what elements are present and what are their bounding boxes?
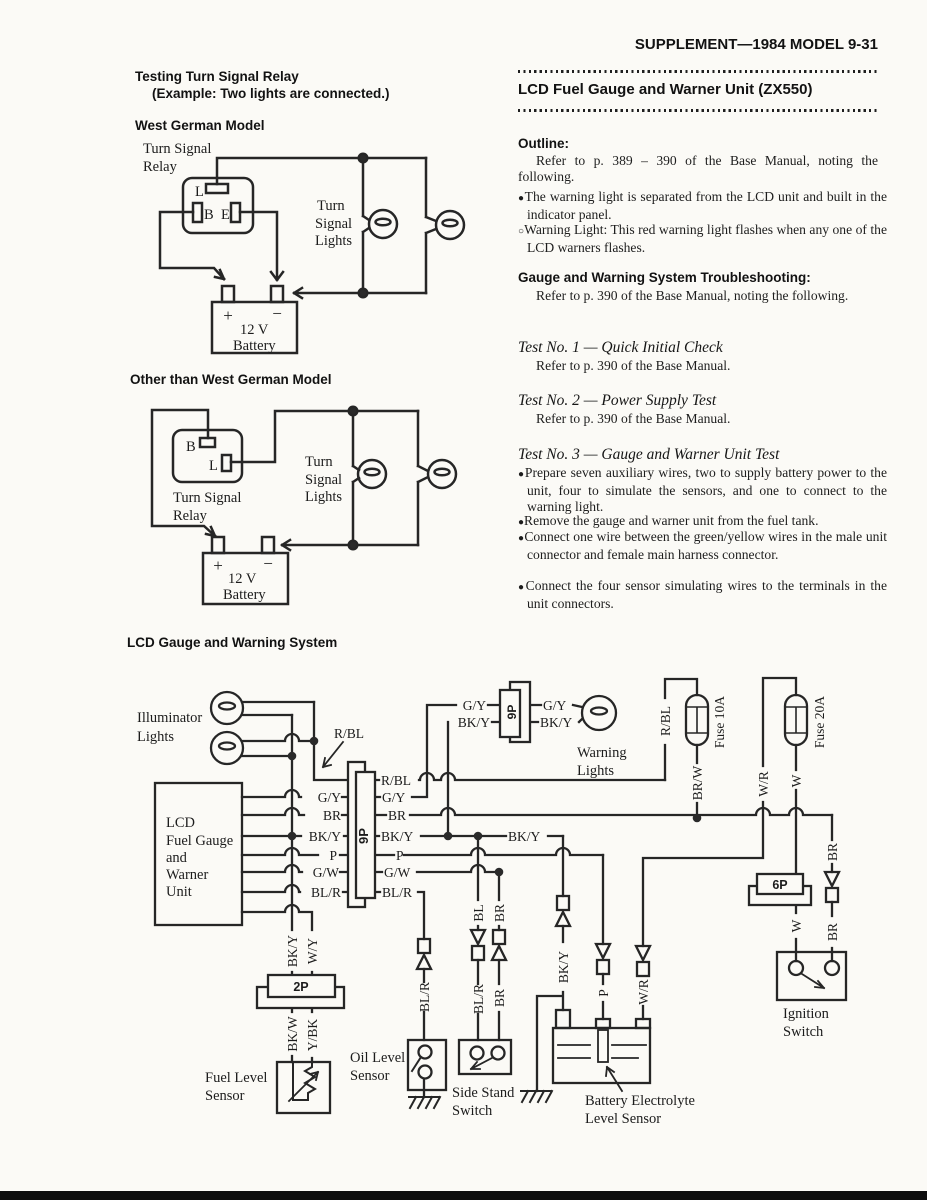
bullet-icon: ●: [518, 517, 525, 528]
section-title: LCD Fuel Gauge and Warner Unit (ZX550): [518, 81, 813, 98]
fuse-10a-label: Fuse 10A: [712, 695, 727, 749]
connector-arrow-icon: [471, 930, 485, 944]
oil-sensor-label-2: Sensor: [350, 1068, 390, 1084]
contact-icon: [419, 1066, 432, 1079]
test3-bullet-3-text: Connect one wire between the green/yellow wires in the male unit connector and female main harness connector.: [524, 529, 887, 562]
fuse-20a-label: Fuse 20A: [812, 695, 827, 749]
lights-label-2: Signal: [305, 472, 343, 488]
connector-square-icon: [418, 939, 430, 953]
battery-terminal: [596, 1019, 610, 1028]
troubleshooting-heading: Gauge and Warning System Troubleshooting:: [518, 270, 811, 285]
wire-label-gw: G/W: [312, 865, 339, 880]
9p-label: 9P: [356, 828, 371, 844]
rbl-callout-label: R/BL: [334, 726, 365, 741]
terminal-e: [231, 203, 240, 222]
terminal-l-label: L: [195, 184, 204, 200]
test2-heading: Test No. 2 — Power Supply Test: [518, 392, 717, 409]
lcd-label-1: LCD: [166, 815, 195, 831]
minus-label: −: [272, 304, 282, 323]
battery-sensor-label-2: Level Sensor: [585, 1111, 662, 1127]
fuel-sensor-label: Fuel Level: [205, 1070, 268, 1086]
connector-arrow-icon: [636, 946, 650, 960]
outline-paragraph: Refer to p. 389 – 390 of the Base Manual, noting the following.: [518, 153, 878, 184]
lcd-label-4: Warner: [166, 867, 209, 883]
connector-arrow-icon: [825, 872, 839, 886]
lcd-label-2: Fuel Gauge: [166, 833, 234, 849]
wire-label-bkw: BK/W: [285, 1016, 300, 1052]
contact-icon: [471, 1047, 484, 1060]
circle-bullet-icon: ○: [518, 226, 525, 237]
terminal-l: [206, 184, 228, 193]
lamp-filament-icon: [435, 469, 450, 476]
page-header: SUPPLEMENT—1984 MODEL 9-31: [634, 36, 878, 53]
battery-post-minus: [262, 537, 274, 553]
wire-label-blr: BL/R: [382, 885, 413, 900]
wire-label-w: W: [789, 774, 804, 788]
illuminator-label: Illuminator: [137, 710, 203, 726]
connector-square-icon: [493, 930, 505, 944]
ignition-box: [777, 952, 846, 1000]
ignition-label-2: Switch: [783, 1024, 824, 1040]
test3-bullet-4-text: Connect the four sensor simulating wires to the terminals in the unit connectors.: [525, 578, 887, 611]
wire-label-br: BR: [388, 808, 407, 823]
terminal-l-label: L: [209, 458, 218, 474]
test3-bullet-2-text: Remove the gauge and warner unit from the fuel tank.: [524, 513, 819, 528]
dotted-rule-top: [518, 70, 878, 73]
relay-label-2: Relay: [143, 159, 177, 175]
2p-label: 2P: [293, 980, 309, 994]
lcd-label-5: Unit: [166, 884, 192, 900]
relay-label: Turn Signal: [143, 141, 212, 157]
ground-icon: [521, 1091, 552, 1102]
lights-label-2: Signal: [315, 216, 353, 232]
wire-lamp2: [418, 411, 428, 545]
connector-square-icon: [826, 888, 838, 902]
junction-dot: [288, 752, 297, 761]
battery-callout-arrow: [606, 1067, 622, 1091]
oil-sensor-label: Oil Level: [350, 1050, 406, 1066]
warning-lights-label: Warning: [577, 745, 627, 761]
wire-label-blr: BL/R: [417, 981, 432, 1013]
wire-label-blr: BL/R: [310, 885, 341, 900]
wire-label-gy: G/Y: [382, 790, 406, 805]
fuel-sensor-label-2: Sensor: [205, 1088, 245, 1104]
junction-dot: [288, 832, 297, 841]
lcd-label-3: and: [166, 850, 187, 866]
bullet-icon: ●: [518, 533, 525, 544]
lamp-filament-icon: [591, 708, 607, 715]
lamp-icon: [436, 211, 464, 239]
battery-voltage-label: 12 V: [228, 571, 257, 587]
battery-post-minus: [271, 286, 283, 302]
6p-label: 6P: [772, 878, 788, 892]
terminal-b: [193, 203, 202, 222]
terminal-b: [200, 438, 215, 447]
bullet-icon: ●: [518, 193, 525, 204]
lamp-filament-icon: [443, 220, 458, 227]
ignition-label: Ignition: [783, 1006, 829, 1022]
battery-sensor-label: Battery Electrolyte: [585, 1093, 695, 1109]
terminal-e-label: E: [221, 207, 230, 223]
junction-dot: [444, 832, 453, 841]
lamp-filament-icon: [365, 469, 380, 476]
battery-post-plus: [212, 537, 224, 553]
lamp-filament-icon: [219, 703, 235, 710]
fuse-20a-detail: [785, 707, 807, 733]
contact-icon: [789, 961, 803, 975]
junction-dot: [310, 737, 319, 746]
connector-square-icon: [637, 962, 649, 976]
lights-label-3: Lights: [315, 233, 353, 249]
terminal-l: [222, 455, 231, 471]
wire-label-gy: G/Y: [543, 698, 567, 713]
dotted-rule-bottom: [518, 109, 878, 112]
test3-bullet-4: [518, 578, 887, 612]
junction-dot: [474, 832, 483, 841]
wire-label-w: W: [789, 919, 804, 933]
outline-bullet-2: [518, 222, 887, 256]
battery-terminal: [556, 1010, 570, 1028]
outline-bullet-1: [518, 189, 887, 223]
wire-label-bky: BK/Y: [540, 715, 573, 730]
west-german-diagram: [135, 140, 505, 365]
wire-lamp2: [426, 158, 436, 293]
rbl-callout-arrow: [323, 742, 343, 767]
plus-label: +: [213, 556, 223, 575]
wire-label-rbl: R/BL: [658, 705, 673, 737]
battery-voltage-label: 12 V: [240, 322, 269, 338]
battery-terminal: [636, 1019, 650, 1028]
lcd-system-heading: LCD Gauge and Warning System: [127, 635, 338, 650]
wire-label-wy: W/Y: [305, 937, 320, 965]
lights-label: Turn: [317, 198, 345, 214]
junction-dot: [495, 868, 504, 877]
warning-lamp-icon: [582, 696, 616, 730]
illuminator-label-2: Lights: [137, 729, 175, 745]
bullet-icon: ●: [518, 469, 525, 480]
test3-bullet-3: [518, 529, 887, 563]
fuse-10a-detail: [686, 707, 708, 733]
junction-dot: [349, 541, 358, 550]
lamp-icon: [428, 460, 456, 488]
outline-bullet-1-text: The warning light is separated from the LCD unit and built in the indicator panel.: [524, 189, 887, 222]
9p-label: 9P: [505, 704, 519, 720]
illuminator-lamp-icon: [211, 732, 243, 764]
sidestand-label: Side Stand: [452, 1085, 515, 1101]
wire-label-gy: G/Y: [317, 790, 341, 805]
outline-heading: Outline:: [518, 136, 569, 151]
west-german-heading: West German Model: [135, 118, 265, 133]
lamp-icon: [369, 210, 397, 238]
wire-label-brw: BR/W: [690, 765, 705, 801]
wire-label-br: BR: [825, 842, 840, 862]
junction-dot: [359, 289, 368, 298]
wire-label-rbl: R/BL: [381, 773, 412, 788]
battery-label: Battery: [233, 338, 276, 354]
scan-edge-bar: [0, 1191, 927, 1200]
contact-icon: [492, 1047, 505, 1060]
connector-arrow-icon: [596, 944, 610, 958]
minus-label: −: [263, 554, 273, 573]
non-west-german-diagram: [130, 395, 500, 620]
terminal-b-label: B: [186, 439, 196, 455]
test3-bullet-1: [518, 465, 887, 514]
ground-icon: [409, 1097, 440, 1108]
testing-relay-heading: Testing Turn Signal Relay: [135, 69, 299, 84]
wire-label-bky: BK/Y: [457, 715, 490, 730]
connector-arrow-icon: [492, 946, 506, 960]
connector-arrow-icon: [417, 955, 431, 969]
wire-label-gw: G/W: [384, 865, 411, 880]
terminal-b-label: B: [204, 207, 214, 223]
connector-square-icon: [472, 946, 484, 960]
wire-label-p: P: [329, 848, 337, 863]
test1-text: Refer to p. 390 of the Base Manual.: [536, 358, 731, 373]
battery-label: Battery: [223, 587, 266, 603]
wire-illuminator-leads: [242, 702, 314, 756]
test2-text: Refer to p. 390 of the Base Manual.: [536, 411, 731, 426]
wire-label-ybk: Y/BK: [305, 1018, 320, 1052]
test3-heading: Test No. 3 — Gauge and Warner Unit Test: [518, 446, 780, 463]
wire-e-battery: [240, 212, 283, 280]
test3-bullet-1-text: Prepare seven auxiliary wires, two to supply battery power to the unit, four to simulate the sensors, and one to connect to the warning light.: [524, 465, 888, 514]
wire-label-bky: BK/Y: [308, 829, 341, 844]
wire-label-br: BR: [322, 808, 341, 823]
battery-post-plus: [222, 286, 234, 302]
lcd-gauge-warning-diagram: [115, 655, 915, 1140]
bullet-icon: ●: [518, 582, 526, 593]
troubleshooting-paragraph: Refer to p. 390 of the Base Manual, noting the following.: [536, 288, 849, 303]
level-sensor-element: [598, 1030, 608, 1062]
wire-label-bky-mid: BK/Y: [508, 829, 541, 844]
lights-label: Turn: [305, 454, 333, 470]
outline-bullet-2-text: Warning Light: This red warning light flashes when any one of the LCD warners flashes.: [524, 222, 887, 255]
wire-label-bky: BK/Y: [381, 829, 414, 844]
contact-icon: [419, 1046, 432, 1059]
junction-dot: [359, 154, 368, 163]
warning-lights-label-2: Lights: [577, 763, 615, 779]
connector-square-icon: [597, 960, 609, 974]
junction-dot: [349, 407, 358, 416]
battery-box: [553, 1028, 650, 1083]
wire-label-br: BR: [492, 903, 507, 923]
wire-label-bl: BL: [471, 904, 486, 922]
wire-label-bky: BK/Y: [556, 950, 571, 984]
lights-label-3: Lights: [305, 489, 343, 505]
wire-label-blr: BL/R: [471, 983, 486, 1015]
electrolyte-lines: [558, 1045, 646, 1058]
other-model-heading: Other than West German Model: [130, 372, 332, 387]
testing-relay-subheading: (Example: Two lights are connected.): [152, 86, 390, 101]
plus-label: +: [223, 306, 233, 325]
lamp-filament-icon: [219, 743, 235, 750]
connector-arrow-icon: [556, 912, 570, 926]
wire-label-gy: G/Y: [462, 698, 486, 713]
lamp-filament-icon: [376, 219, 391, 226]
relay-label: Turn Signal: [173, 490, 242, 506]
lamp-icon: [358, 460, 386, 488]
contact-icon: [825, 961, 839, 975]
wire-label-bky: BK/Y: [285, 934, 300, 968]
connector-square-icon: [557, 896, 569, 910]
wire-label-br: BR: [825, 922, 840, 942]
sidestand-label-2: Switch: [452, 1103, 493, 1119]
wire-label-br: BR: [492, 988, 507, 1008]
wire-label-p: P: [396, 848, 404, 863]
illuminator-lamp-icon: [211, 692, 243, 724]
junction-dot: [693, 814, 702, 823]
wire-label-p: P: [596, 989, 611, 997]
relay-label-2: Relay: [173, 508, 207, 524]
test1-heading: Test No. 1 — Quick Initial Check: [518, 339, 723, 356]
ignition-action-arrow: [802, 974, 824, 988]
wire-label-wr: W/R: [636, 979, 651, 1005]
wire-label-wr: W/R: [756, 771, 771, 797]
